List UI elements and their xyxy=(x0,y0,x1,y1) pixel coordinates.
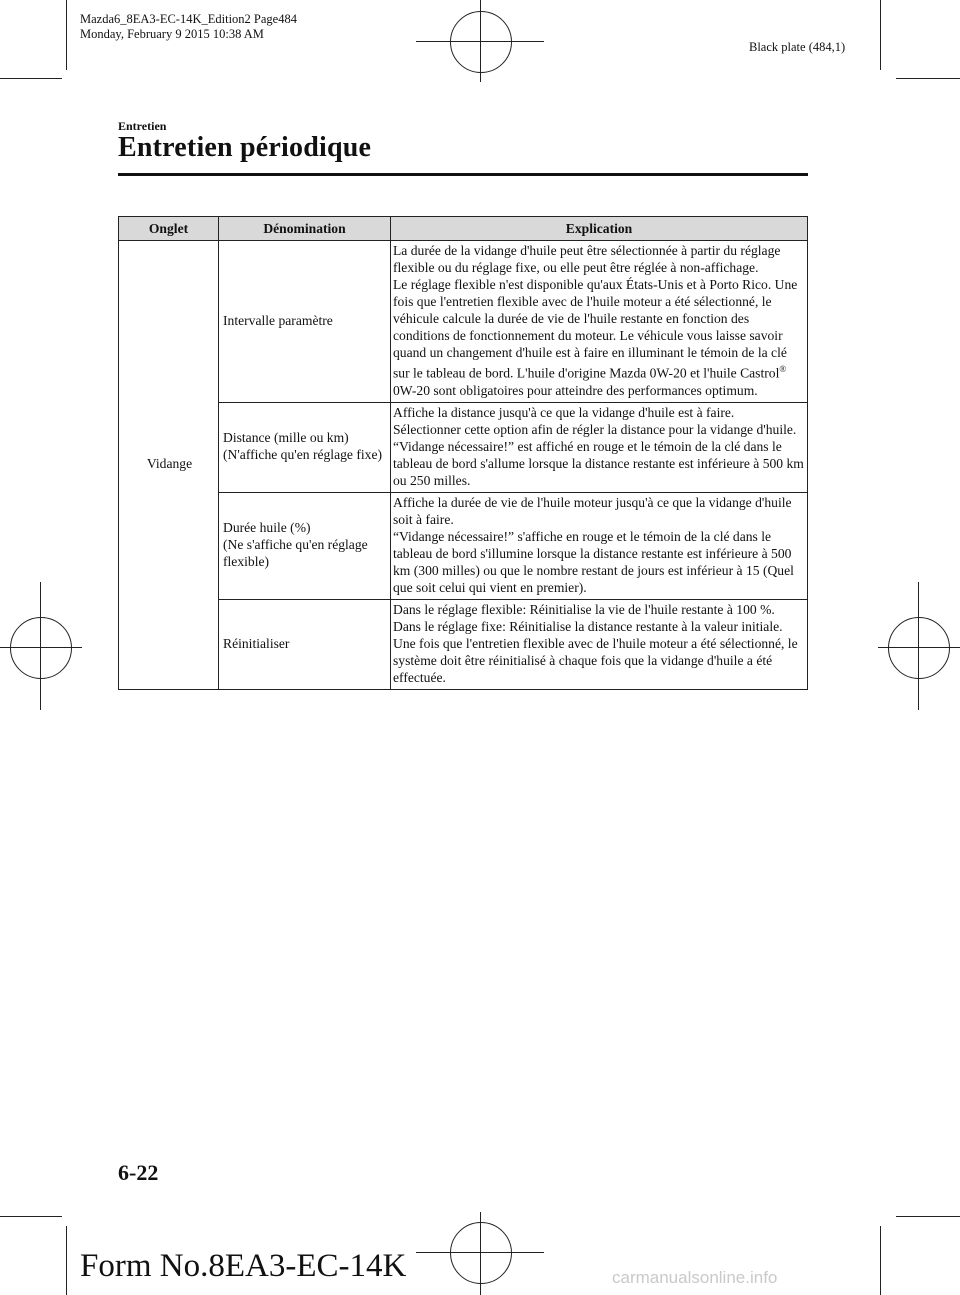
table-row xyxy=(119,599,808,689)
print-meta-file: Mazda6_8EA3-EC-14K_Edition2 Page484 xyxy=(80,12,297,26)
form-number: Form No.8EA3-EC-14K xyxy=(80,1248,407,1284)
tab-cell: Vidange xyxy=(119,241,219,690)
explanation-cell: Affiche la durée de vie de l'huile moteur jusqu'à ce que la vidange d'huile soit à faire. “Vidange nécessaire!” s'affiche en rouge et le témoin de la clé dans le tableau de bord s'illumine lorsque la distance restante est inférieure à 500 km (300 milles) ou que le nombre restant de jours est inférieur à 15 (Quel que soit celui qui vient en premier). xyxy=(391,492,808,599)
name-cell: Réinitialiser xyxy=(219,599,391,689)
table-header-row xyxy=(119,217,808,241)
print-meta xyxy=(80,12,297,42)
explanation-cell: Affiche la distance jusqu'à ce que la vidange d'huile est à faire. Sélectionner cette option afin de régler la distance pour la vidange d'huile. “Vidange nécessaire!” est affiché en rouge et le témoin de la clé dans le tableau de bord s'allume lorsque la distance restante est inférieure à 500 km ou 250 milles. xyxy=(391,402,808,492)
table-row xyxy=(119,402,808,492)
page-title: Entretien périodique xyxy=(118,132,372,163)
header-explanation: Explication xyxy=(391,217,808,241)
explanation-cell: La durée de la vidange d'huile peut être sélectionnée à partir du réglage flexible ou du réglage fixe, ou elle peut être réglée à non-affichage. Le réglage flexible n'est disponible qu'aux États-Unis et à Porto Rico. Une fois que l'entretien flexible avec de l'huile moteur a été sélectionné, le véhicule calcule la durée de vie de l'huile restante en fonction des conditions de fonctionnement du moteur. Le véhicule vous laisse savoir quand un changement d'huile est à faire en illuminant le témoin de la clé sur le tableau de bord. L'huile d'origine Mazda 0W-20 et l'huile Castrol® 0W-20 sont obligatoires pour atteindre des performances optimum. xyxy=(391,241,808,403)
maintenance-table xyxy=(118,216,808,690)
table-row xyxy=(119,492,808,599)
section-label: Entretien xyxy=(118,119,167,133)
header-name: Dénomination xyxy=(219,217,391,241)
name-cell: Durée huile (%) (Ne s'affiche qu'en réglage flexible) xyxy=(219,492,391,599)
watermark: carmanualsonline.info xyxy=(612,1268,778,1287)
print-meta-date: Monday, February 9 2015 10:38 AM xyxy=(80,27,264,41)
title-rule xyxy=(118,173,808,176)
name-cell: Distance (mille ou km) (N'affiche qu'en réglage fixe) xyxy=(219,402,391,492)
name-cell: Intervalle paramètre xyxy=(219,241,391,403)
header-tab: Onglet xyxy=(119,217,219,241)
plate-label: Black plate (484,1) xyxy=(749,40,846,54)
table-row xyxy=(119,241,808,403)
page-number: 6-22 xyxy=(118,1160,159,1185)
explanation-cell: Dans le réglage flexible: Réinitialise la vie de l'huile restante à 100 %. Dans le réglage fixe: Réinitialise la distance restante à la valeur initiale. Une fois que l'entretien flexible avec de l'huile moteur a été sélectionné, le système doit être réinitialisé à chaque fois que la vidange d'huile a été effectuée. xyxy=(391,599,808,689)
